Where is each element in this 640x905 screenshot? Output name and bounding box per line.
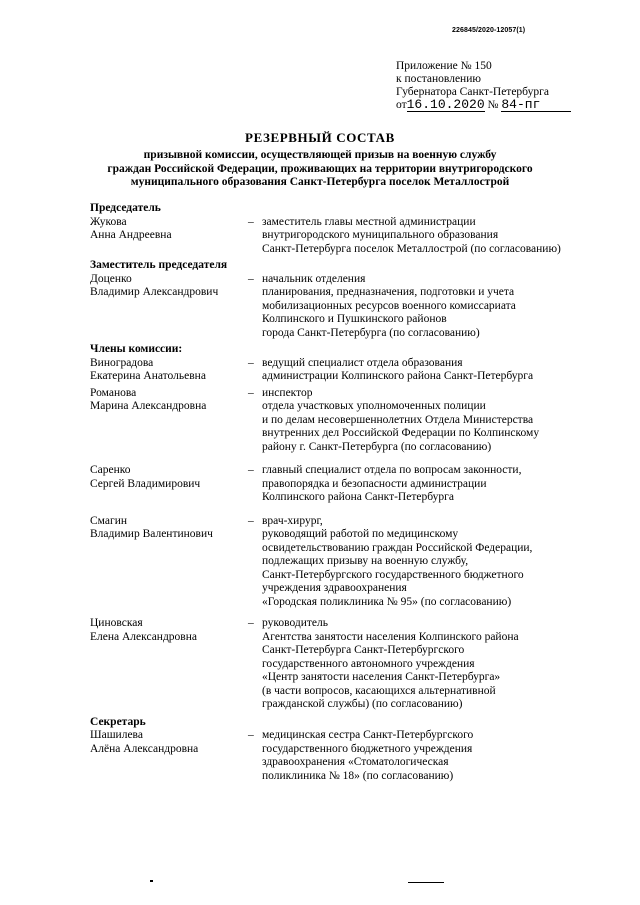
roster [90,202,620,786]
member-entry [90,273,620,341]
member-given-name: Елена Александровна [90,630,197,643]
member-given-name: Екатерина Анатольевна [90,370,206,382]
member-name [90,216,245,243]
annex-reference: к постановлению [396,73,481,85]
member-position: ведущий специалист отдела образования администрации Колпинского района Санкт-Петербурга [262,356,534,382]
section-deputy: Заместитель председателя [90,259,228,271]
member-surname: Романова [90,386,137,399]
member-position: начальник отделения планирования, предназначения, подготовки и учета мобилизационных ресурсов военного комиссариата Колпинского и Пушкинского районов города Санкт-Петербурга (по согласованию) [262,272,516,339]
member-position: руководитель Агентства занятости населения Колпинского района Санкт-Петербурга Санкт-Петербургского государственного автономного учреждения «Центр занятости населения Санкт-Петербурга» (в части вопросов, касающихся альтернативной гражданской службы) (по согласованию) [262,617,519,710]
section-secretary: Секретарь [90,715,146,728]
member-position: инспектор отдела участковых уполномоченных полиции и по делам несовершеннолетних Отдела Министерства внутренних дел Российской Федерации по Колпинскому району г. Санкт-Петербурга (по согласованию) [262,386,540,453]
member-given-name: Владимир Валентинович [90,528,213,540]
member-given-name: Марина Александровна [90,400,207,412]
member-name [90,357,245,384]
subtitle-line-2: граждан Российской Федерации, проживающих на территории внутригородского [107,162,533,175]
decree-number: 84-пг [501,99,571,112]
dash-separator: – [248,356,254,369]
member-given-name: Алёна Александровна [90,742,199,755]
member-position: заместитель главы местной администрации внутригородского муниципального образования Санкт-Петербурга поселок Металлострой (по согласованию) [262,215,561,255]
member-name [90,387,245,414]
subtitle-line-1: призывной комиссии, осуществляющей призыв на военную службу [143,149,497,161]
member-entry [90,387,620,455]
member-position: главный специалист отдела по вопросам законности, правопорядка и безопасности администрации Колпинского района Санкт-Петербурга [262,464,522,503]
dash-separator: – [248,464,254,476]
member-surname: Циновская [90,617,143,629]
annex-header [396,60,571,112]
member-name [90,273,245,300]
member-given-name: Владимир Александрович [90,286,219,298]
member-entry [90,729,620,783]
member-surname: Виноградова [90,356,154,369]
member-entry [90,464,620,505]
member-name [90,464,245,491]
section-members: Члены комиссии: [90,343,183,355]
member-given-name: Анна Андреевна [90,229,172,241]
member-position: медицинская сестра Санкт-Петербургского государственного бюджетного учреждения здравоохранения «Стоматологическая поликлиника № 18» (по согласованию) [262,729,474,782]
member-name [90,617,245,644]
dash-separator: – [248,514,254,527]
member-surname: Смагин [90,514,127,527]
member-name [90,729,245,756]
member-entry [90,515,620,610]
annex-number: Приложение № 150 [396,60,492,72]
subtitle-line-3: муниципального образования Санкт-Петербурга поселок Металлострой [130,176,510,188]
scan-mark [150,880,153,882]
dash-separator: – [248,617,254,629]
member-entry [90,216,620,257]
member-entry [90,357,620,384]
member-surname: Саренко [90,464,131,476]
member-entry [90,617,620,712]
dash-separator: – [248,386,254,399]
member-surname: Жукова [90,215,127,228]
annex-issuer: Губернатора Санкт-Петербурга [396,86,549,98]
member-surname: Доценко [90,272,132,285]
dash-separator: – [248,729,254,741]
document-heading [0,130,640,190]
number-prefix: № [487,99,499,111]
document-id: 226845/2020-12057(1) [452,27,526,34]
decree-date: 16.10.2020 [406,97,485,112]
section-chair: Председатель [90,202,161,214]
footer-rule [408,882,444,883]
annex-date-line [396,99,571,112]
member-given-name: Сергей Владимирович [90,477,201,490]
date-prefix: от [396,99,407,111]
dash-separator: – [248,272,254,285]
dash-separator: – [248,215,254,228]
document-title: РЕЗЕРВНЫЙ СОСТАВ [245,130,395,145]
member-name [90,515,245,542]
member-position: врач-хирург, руководящий работой по медицинскому освидетельствованию граждан Российской Федерации, подлежащих призыву на военную службу, Санкт-Петербургского государственного бюджетного учреждения здравоохранения «Городская поликлиника № 95» (по согласованию) [262,514,533,608]
member-surname: Шашилева [90,729,143,741]
